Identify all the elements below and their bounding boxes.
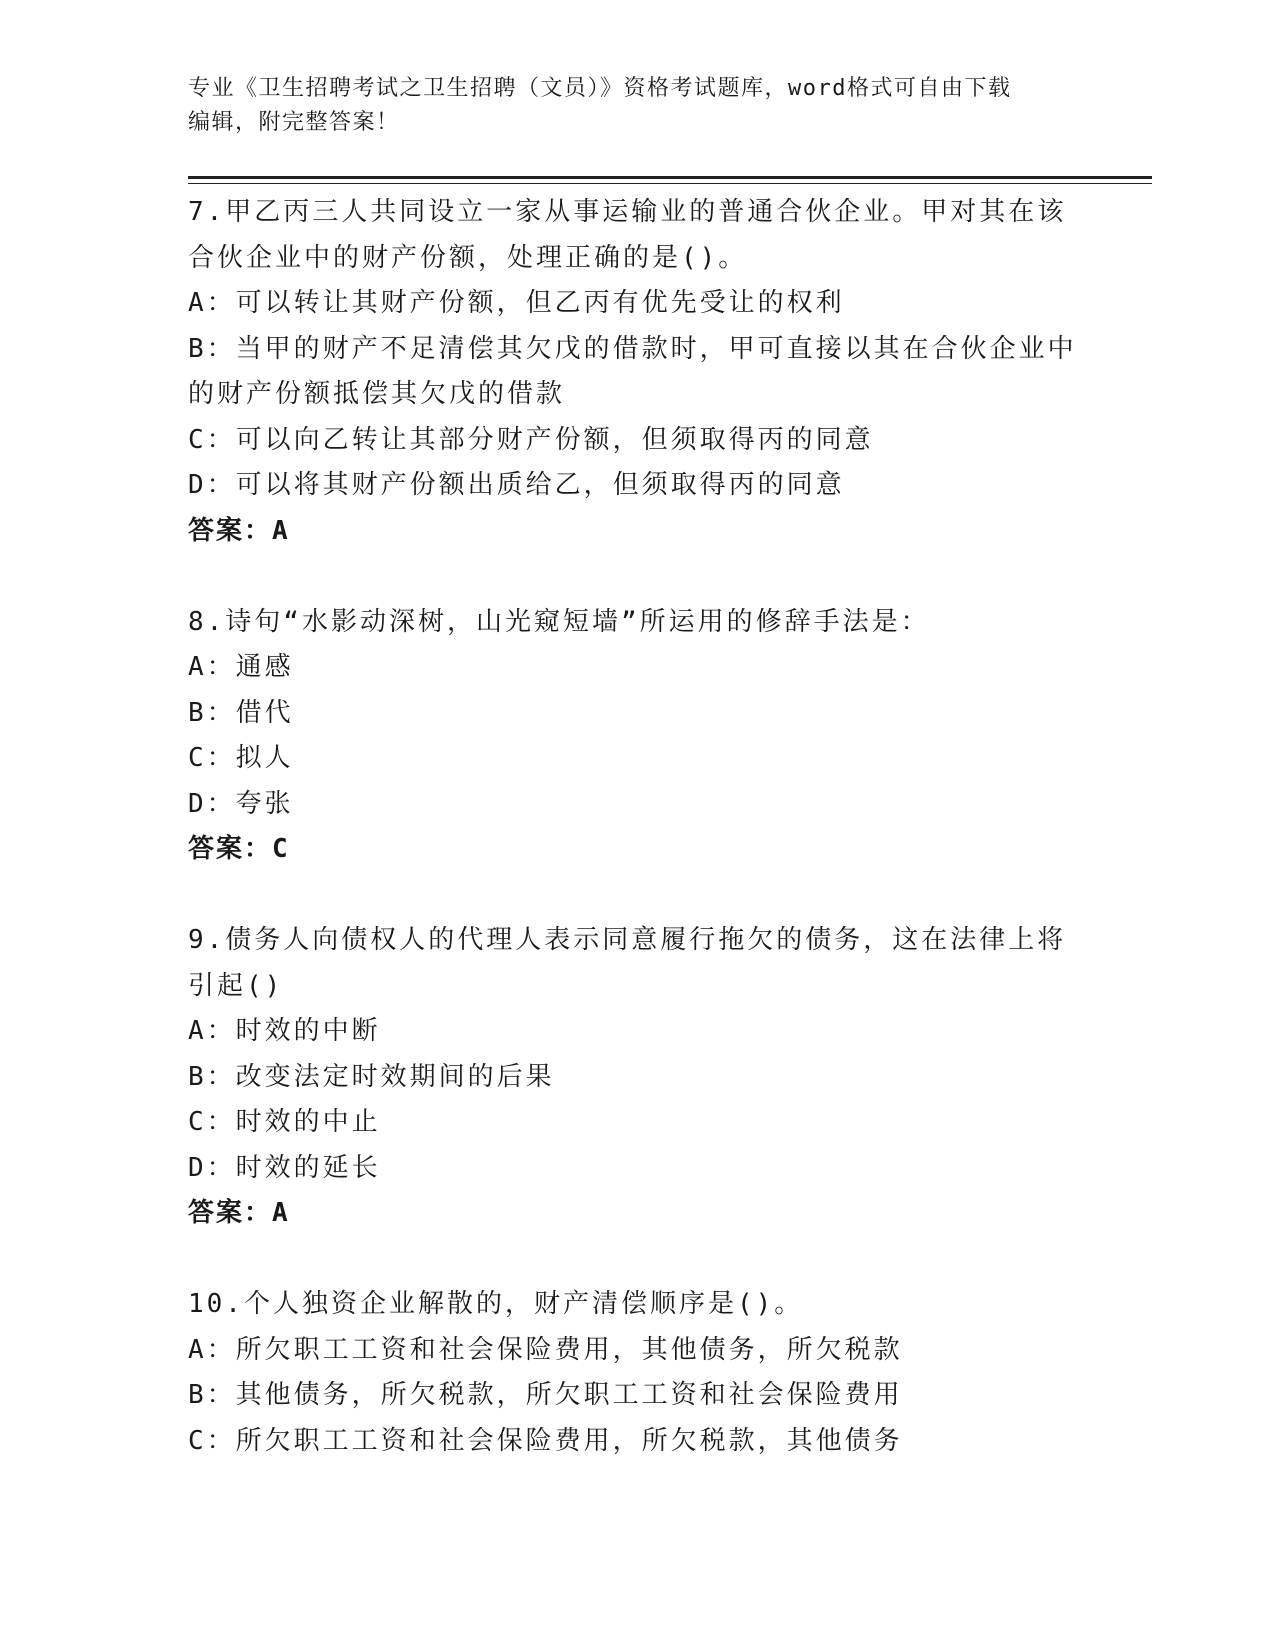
- option-b: B：改变法定时效期间的后果: [188, 1061, 555, 1092]
- option-a: A：时效的中断: [188, 1016, 381, 1046]
- question-spacer: [188, 554, 1088, 600]
- question-stem-line: 7.甲乙丙三人共同设立一家从事运输业的普通合伙企业。甲对其在该: [188, 197, 1067, 227]
- option-a: A：可以转让其财产份额，但乙丙有优先受让的权利: [188, 288, 845, 318]
- option-b: B：其他债务，所欠税款，所欠职工工资和社会保险费用: [188, 1380, 903, 1410]
- option-c: C：可以向乙转让其部分财产份额，但须取得丙的同意: [188, 424, 874, 455]
- question-8: [188, 600, 1088, 873]
- question-9: [188, 918, 1088, 1237]
- answer-label: 答案：A: [188, 1198, 290, 1228]
- option-d: D：夸张: [188, 788, 294, 819]
- question-spacer: [188, 873, 1088, 919]
- option-d: D：时效的延长: [188, 1152, 381, 1183]
- option-b: B：借代: [188, 697, 294, 728]
- answer-label: 答案：C: [188, 834, 290, 864]
- question-stem-line: 合伙企业中的财产份额，处理正确的是()。: [188, 242, 748, 273]
- header-line-1: 专业《卫生招聘考试之卫生招聘（文员）》资格考试题库，word格式可自由下载: [188, 76, 1012, 101]
- option-a: A：所欠职工工资和社会保险费用，其他债务，所欠税款: [188, 1334, 903, 1365]
- question-list: [188, 190, 1088, 1464]
- option-c: C：拟人: [188, 743, 294, 773]
- option-a: A：通感: [188, 652, 294, 682]
- question-7: [188, 190, 1088, 554]
- document-header: [188, 72, 1088, 140]
- option-b-line: B：当甲的财产不足清偿其欠戊的借款时，甲可直接以其在合伙企业中: [188, 333, 1077, 364]
- header-line-2: 编辑，附完整答案！: [188, 110, 400, 135]
- question-10: [188, 1282, 1088, 1464]
- header-rule-thick: [188, 176, 1152, 179]
- header-rule-thin: [188, 183, 1152, 184]
- option-d: D：可以将其财产份额出质给乙，但须取得丙的同意: [188, 470, 845, 500]
- answer-label: 答案：A: [188, 515, 290, 546]
- option-c: C：所欠职工工资和社会保险费用，所欠税款，其他债务: [188, 1425, 903, 1456]
- option-b-line: 的财产份额抵偿其欠戊的借款: [188, 379, 566, 409]
- question-stem-line: 引起(): [188, 970, 284, 1001]
- question-stem-line: 10.个人独资企业解散的，财产清偿顺序是()。: [188, 1289, 804, 1319]
- question-stem-line: 9.债务人向债权人的代理人表示同意履行拖欠的债务，这在法律上将: [188, 925, 1067, 955]
- question-spacer: [188, 1237, 1088, 1283]
- question-stem-line: 8.诗句“水影动深树，山光窥短墙”所运用的修辞手法是：: [188, 606, 930, 637]
- option-c: C：时效的中止: [188, 1107, 381, 1137]
